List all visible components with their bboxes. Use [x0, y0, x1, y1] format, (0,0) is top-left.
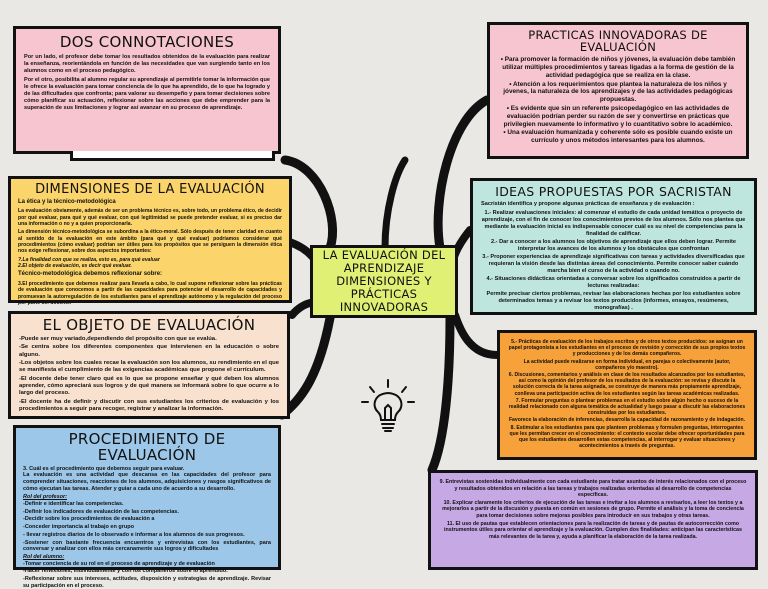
rol-profesor-item: -Definir los indicadores de evaluación de las competencias. — [23, 508, 179, 515]
dimensiones-title: DIMENSIONES DE LA EVALUACIÓN — [35, 182, 265, 197]
rol-profesor-label: Rol del profesor: — [23, 494, 68, 501]
connotaciones-p1: Por un lado, el profesor debe tomar los resultados obtenidos de la evaluación para realizar la enseñanza, reorientándola en función de las necesidades que van surgiendo tanto en los alumnos como en el proceso pedagógico. — [24, 53, 270, 74]
ideas-title: IDEAS PROPUESTAS POR SACRISTAN — [495, 184, 732, 199]
dimensiones-i1: ?.La finalidad con que se realiza, esto es, para qué evaluar — [18, 256, 160, 263]
dimensiones-p3: 3.El procedimiento que debemos realizar para llevarla a cabo, lo cual supone reflexionar sobre las prácticas de evaluación que conocemos a partir de las capacidades para potenciar el desarrollo de capacidades y promuevan la autorregulación de los estudiantes para el aprendizaje autónomo y la regulación del proceso por parte del docente. — [18, 280, 282, 306]
ideas-box — [470, 178, 757, 315]
ideas2-box — [497, 330, 757, 460]
procedimiento-p1: La evaluación es una actividad que descansa en las capacidades del profesor para comprender situaciones, reacciones de los alumnos, adquisiciones y rasgos significativos de cómo ejecutan las tareas. Atender y guiar a cada uno de acuerdo a su desarrollo. — [23, 472, 271, 492]
dimensiones-h2: Técnico-metodológica debemos reflexionar sobre: — [18, 271, 163, 278]
ideas-item: 3.- Proponer experiencias de aprendizaje significativas con tareas y actividades diversificadas que requieran la visión desde las distintas áreas del conocimiento. Permite conocer saber cuándo marcha bien el curso de la actividad o cuando no. — [482, 254, 745, 274]
ideas-intro: Sacristán identifica y propone algunas prácticas de enseñanza y de evaluación : — [481, 201, 695, 208]
ideas3-item: 9. Entrevistas sostenidas individualmente con cada estudiante para tratar asuntos de interés relacionados con el proceso y resultados obtenidos en relación a las tareas y trabajos realizadas orientadas al desarrollo de competencias específicas. — [439, 479, 747, 499]
dimensiones-h1: La ética y la técnico-metodológica — [18, 198, 116, 205]
rol-alumno-item: -Reflexionar sobre sus intereses, actitudes, disposición y estrategias de aprendizaje. Revisar su participación en el proceso. — [23, 576, 271, 589]
rol-profesor-item: -Conceder importancia al trabajo en grupo — [23, 524, 134, 531]
ideas2-item: Favorece la elaboración de inferencias, desarrolla la capacidad de razonamiento y de indagación. — [508, 417, 746, 424]
ideas-item: 1.- Realizar evaluaciones iniciales: al comenzar el estudio de cada unidad temática o proyecto de aprendizaje, con el fin de conocer los conocimientos previos de los alumnos. Sólo nos plantea que mediante la evaluación inicial es indispensable conocer cuál es su nivel de competencias para la finalidad de calificar. — [481, 210, 746, 238]
dimensiones-box — [8, 176, 292, 306]
objeto-line: -Los objetos sobre los cuales recae la evaluación son los alumnos, su rendimiento en el que se manifiesta el cumplimiento de las exigencias académicas que propone el currículum. — [19, 359, 279, 374]
ideas2-item: 6. Discusiones, comentarios y análisis en clase de los resultados alcanzados por los estudiantes, así como la opinión del profesor de los resultados de la evaluación: se revisa y discute la solución correcta de la tarea asignada, se construye de manera más propiamente aprendizaje, conlleva una participación activa de los estudiantes según las tareas académicas realizadas. — [508, 372, 746, 397]
rol-alumno-item: -Hacer reflexiones, individualmente y con los compañeros sobre lo aprendido. — [23, 568, 228, 575]
objeto-line: -El docente debe tener claro qué es lo que se propone enseñar y qué deben los alumnos aprender, cómo apreciará sus logros y de qué manera se informará sobre lo que ocurre a lo largo del proceso. — [19, 375, 279, 397]
ideas3-item: 11. El uso de pautas que establecen orientaciones para la realización de tareas y de pautas de autocorrección como instrumentos útiles para orientar el aprendizaje y la evaluación. Cumplen dos finalidades: anticipan las características más relevantes de la tarea y, ayuda a planificar la elaboración de la tarea realizada. — [444, 520, 742, 540]
objeto-box — [8, 311, 290, 419]
center-title-box — [310, 245, 458, 318]
rol-alumno-label: Rol del alumno: — [23, 553, 65, 560]
rol-profesor-item: - llevar registros diarios de lo observado e informar a los alumnos de sus progresos. — [23, 531, 245, 538]
lightbulb-icon — [358, 378, 418, 438]
center-title: LA EVALUACIÓN DEL APRENDIZAJE DIMENSIONES Y PRÁCTICAS INNOVADORAS — [322, 248, 446, 314]
connotaciones-p2: Por el otro, posibilita al alumno regular su aprendizaje al permitirle tomar la información que le ofrece la evaluación para tomar conciencia de lo que ha aprendido, de lo que ha logrado y de las dificultades que confronta; para valorar su desempeño y para tomar decisiones sobre cómo planificar su actuación, reflexionar sobre las acciones que debe emprender para la superación de sus limitaciones y lograr así avanzar en su proceso de aprendizaje. — [24, 76, 270, 111]
practicas-item: • Atención a los requerimientos que plantea la naturaleza de los niños y jóvenes, la naturaleza de los aprendizajes y de las actividades pedagógicas propuestas. — [503, 80, 733, 104]
ideas-item: 4.- Situaciones didácticas orientadas a conversar sobre los significados construidos a partir de lecturas realizadas: — [486, 275, 741, 289]
dimensiones-p1: La evaluación obviamente, además de ser un problema técnico es, sobre todo, un problema ético, de decidir por qué evaluar, para qué y qué evaluar, con qué legitimidad se puede pretender evaluar, si es preciso dar una información o no y a quien proporcionarla. — [18, 208, 282, 227]
procedimiento-h1: 3. Cuál es el procedimiento que debemos seguir para evaluar. — [23, 465, 185, 472]
ideas2-item: 5.- Prácticas de evaluación de los trabajos escritos y de otros textos producidos: se asignan un papel protagonista a los estudiantes en el proceso de revisión y corrección de sus propios textos y producciones y de los demás compañeros. — [508, 339, 746, 358]
objeto-line: -Se centra sobre los diferentes componentes que intervienen en la educación o sobre alguno. — [19, 344, 279, 358]
rol-alumno-item: -Tomar conciencia de su rol en el proceso de aprendizaje y de evaluación — [23, 560, 215, 567]
connotaciones-box — [13, 26, 281, 154]
ideas2-item: 8. Estimular a los estudiantes para que planteen problemas y formulen preguntas, interrogantes que les permitan crecer en el conocimiento: el contexto escolar debe ofrecer oportunidades para que los estudiantes desarrollen estas competencias, al interrogar y evaluar situaciones y acontecimientos a través de preguntas. — [509, 424, 745, 450]
practicas-item: • Es evidente que sin un referente psicopedagógico en las actividades de evaluación podrían perder su razón de ser y convertirse en prácticas que privilegien nuevamente lo informativo y lo cuantitativo sobre lo académico. — [503, 105, 733, 128]
practicas-item: • Una evaluación humanizada y coherente sólo es posible cuando existe un currículo y unos métodos interesantes para los alumnos. — [503, 129, 733, 145]
connotaciones-stub — [70, 151, 275, 161]
practicas-box — [487, 22, 749, 159]
procedimiento-title: PROCEDIMIENTO DE EVALUACIÓN — [68, 430, 226, 464]
practicas-title: PRACTICAS INNOVADORAS DE EVALUACIÓN — [528, 28, 708, 55]
objeto-line: -Puede ser muy variado,dependiendo del propósito con que se evalúa. — [19, 335, 217, 342]
ideas-item: Permite precisar ciertos problemas, revisar las elaboraciones hechas por los estudiantes sobre determinados temas y a revisar los textos producidos (informes, ensayos, resúmenes, monografías) . — [486, 290, 741, 311]
objeto-line: -El docente ha de definir y discutir con sus estudiantes los criterios de evaluación y los procedimientos a seguir para recoger, registrar y analizar la información. — [19, 398, 279, 413]
ideas3-item: 10. Explicar claramente los criterios de ejecución de las tareas e invitar a los alumnos a revisarlos, a leer los textos y a mejorarlos a partir de la discusión y puesta en común en sesiones de grupo. Permite el análisis y la toma de conciencia para tomar decisiones sobre mejoras posibles para introducir en sus trabajos y otras tareas. — [442, 499, 744, 520]
rol-profesor-item: -Definir e identificar las competencias. — [23, 501, 124, 508]
ideas-item: 2.- Dar a conocer a los alumnos los objetivos de aprendizaje que ellos deben lograr. Permite interpretar los avances de los alumnos y los obstáculos que confrontan — [491, 239, 736, 253]
objeto-title: EL OBJETO DE EVALUACIÓN — [42, 316, 256, 334]
procedimiento-box — [13, 425, 281, 589]
ideas2-item: La actividad puede realizarse en forma individual, en parejas o colectivamente (autor, compañeros y/o maestro). — [523, 358, 731, 371]
dimensiones-i2: 2.El objeto de evaluación, es decir qué evaluar. — [18, 263, 132, 270]
dimensiones-p2: La dimensión técnico-metodológica se subordina a la ético-moral. Sólo después de tener claridad en cuanto al sentido de la evaluación en este ámbito (para qué y qué evaluar) podríamos considerar qué procedimientos (cómo evaluar) podrían ser útiles para los propósitos que se persiguen la dimensión ética nos exige reflexionar, sobre dos aspectos importantes: — [18, 229, 282, 255]
rol-profesor-item: -Sostener con bastante frecuencia encuentros y entrevistas con los estudiantes, para conversar y analizar con ellos más cercanamente sus logros y dificultades — [23, 539, 271, 553]
connotaciones-title: DOS CONNOTACIONES — [59, 33, 235, 51]
practicas-item: • Para promover la formación de niños y jóvenes, la evaluación debe también utilizar múltiples procedimientos y tareas ligadas a la forma de gestión de la actividad pedagógica que se realiza en la clase. — [500, 56, 736, 79]
ideas3-box — [428, 470, 758, 570]
rol-profesor-item: -Decidir sobre los procedimientos de evaluación a — [23, 516, 155, 523]
ideas2-item: 7. Formular preguntas o plantear problemas en el estudio sobre algún hecho o suceso de la realidad relacionado con alguna temática de actualidad y luego pasar a discutir las elaboraciones construidas por los estudiantes. — [508, 397, 746, 417]
